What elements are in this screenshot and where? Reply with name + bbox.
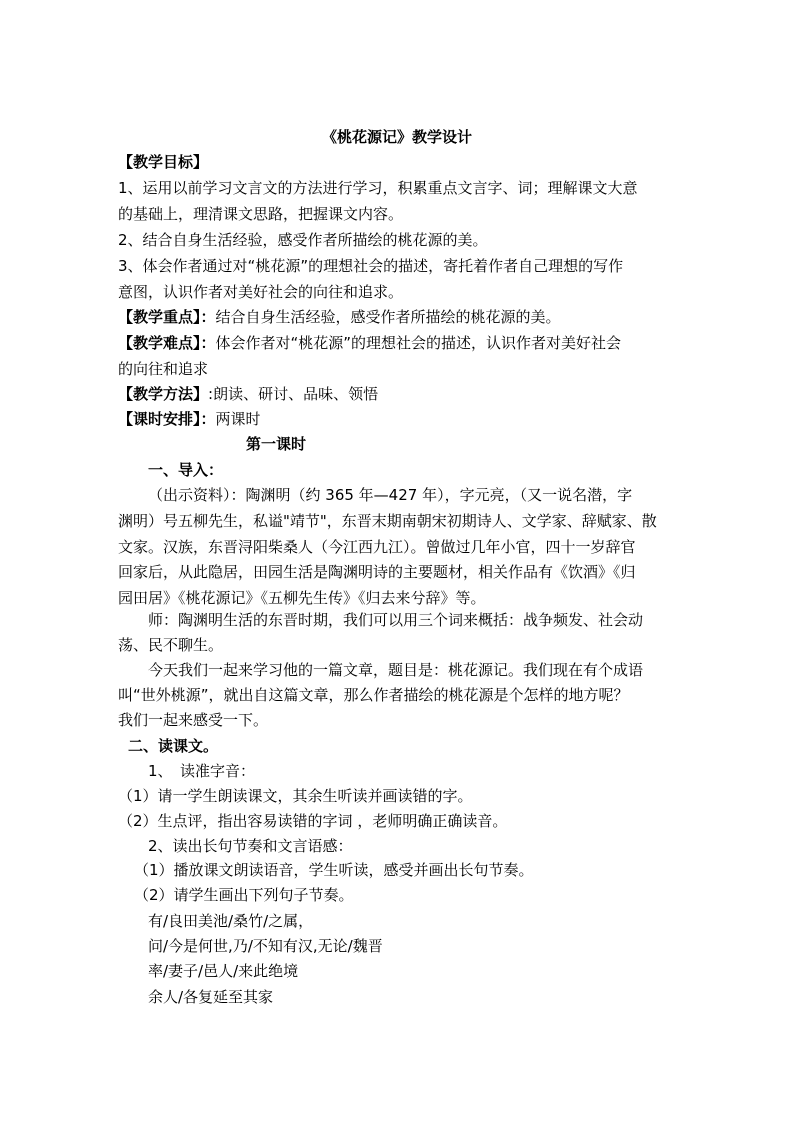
read-step-2b: （2）请学生画出下列句子节奏。 [134, 886, 354, 904]
sentence-2: 问/今是何世,乃/不知有汉,无论/魏晋 [148, 937, 383, 955]
read-step-1b: （2）生点评，指出容易读错的字词 ，老师明确正确读音。 [118, 812, 508, 830]
intro-line-4: 回家后，从此隐居，田园生活是陶渊明诗的主要题材，相关作品有《饮酒》《归 [118, 563, 636, 581]
read-step-1a: （1）请一学生朗读课文，其余生听读并画读错的字。 [118, 787, 473, 805]
intro-line-5: 园田居》《桃花源记》《五柳先生传》《归去来兮辞》等。 [118, 589, 486, 607]
section-2-heading: 二、读课文。 [128, 737, 219, 755]
schedule-text: 两课时 [215, 410, 261, 428]
goal-1-line-1: 1、运用以前学习文言文的方法进行学习，积累重点文言字、词；理解课文大意 [118, 179, 638, 197]
today-line-3: 我们一起来感受一下。 [118, 711, 269, 729]
difficulty-label: 【教学难点】： [118, 334, 216, 352]
teaching-difficulty [118, 330, 678, 356]
today-line-2: 叫“世外桃源”，就出自这篇文章，那么作者描绘的桃花源是个怎样的地方呢？ [118, 686, 629, 704]
intro-line-1: （出示资料）：陶渊明（约 365 年—427 年），字元亮，（又一说名潜，字 [148, 486, 633, 504]
teacher-line-1: 师：陶渊明生活的东晋时期，我们可以用三个词来概括：战争频发、社会动 [148, 611, 644, 629]
class-schedule [118, 406, 678, 432]
goals-heading: 【教学目标】 [118, 153, 209, 171]
section-1-heading: 一、导入： [148, 461, 224, 479]
difficulty-text: 体会作者对“桃花源”的理想社会的描述，认识作者对美好社会 [215, 334, 622, 352]
focus-text: 结合自身生活经验，感受作者所描绘的桃花源的美。 [215, 308, 561, 326]
method-label: 【教学方法】 [118, 385, 209, 403]
intro-line-2: 渊明）号五柳先生，私谥"靖节"，东晋末期南朝宋初期诗人、文学家、辞赋家、散 [118, 512, 657, 530]
lesson-1-title: 第一课时 [246, 435, 307, 453]
method-text: :朗读、研讨、品味、领悟 [208, 385, 379, 403]
read-step-1: 1、 读准字音： [148, 762, 256, 780]
sentence-4: 余人/各复延至其家 [148, 988, 274, 1006]
today-line-1: 今天我们一起来学习他的一篇文章，题目是：桃花源记。我们现在有个成语 [148, 661, 644, 679]
sentence-1: 有/良田美池/桑竹/之属， [148, 912, 314, 930]
read-step-2a: （1）播放课文朗读语音，学生听读，感受并画出长句节奏。 [134, 861, 534, 879]
teacher-line-2: 荡、民不聊生。 [118, 636, 224, 654]
intro-line-3: 文家。汉族，东晋浔阳柴桑人（今江西九江）。曾做过几年小官，四十一岁辞官 [118, 538, 636, 556]
goal-2: 2、结合自身生活经验，感受作者所描绘的桃花源的美。 [118, 231, 488, 249]
sentence-3: 率/妻子/邑人/来此绝境 [148, 962, 299, 980]
goal-3-line-2: 意图，认识作者对美好社会的向往和追求。 [118, 283, 404, 301]
read-step-2: 2、读出长句节奏和文言语感： [148, 837, 353, 855]
focus-label: 【教学重点】： [118, 308, 216, 326]
teaching-focus [118, 304, 678, 330]
goal-3-line-1: 3、体会作者通过对“桃花源”的理想社会的描述，寄托着作者自己理想的写作 [118, 257, 624, 275]
page-title: 《桃花源记》教学设计 [321, 128, 472, 146]
difficulty-line-2: 的向往和追求 [118, 360, 209, 378]
schedule-label: 【课时安排】： [118, 410, 216, 428]
goal-1-line-2: 的基础上，理清课文思路，把握课文内容。 [118, 205, 404, 223]
teaching-method [118, 381, 678, 407]
